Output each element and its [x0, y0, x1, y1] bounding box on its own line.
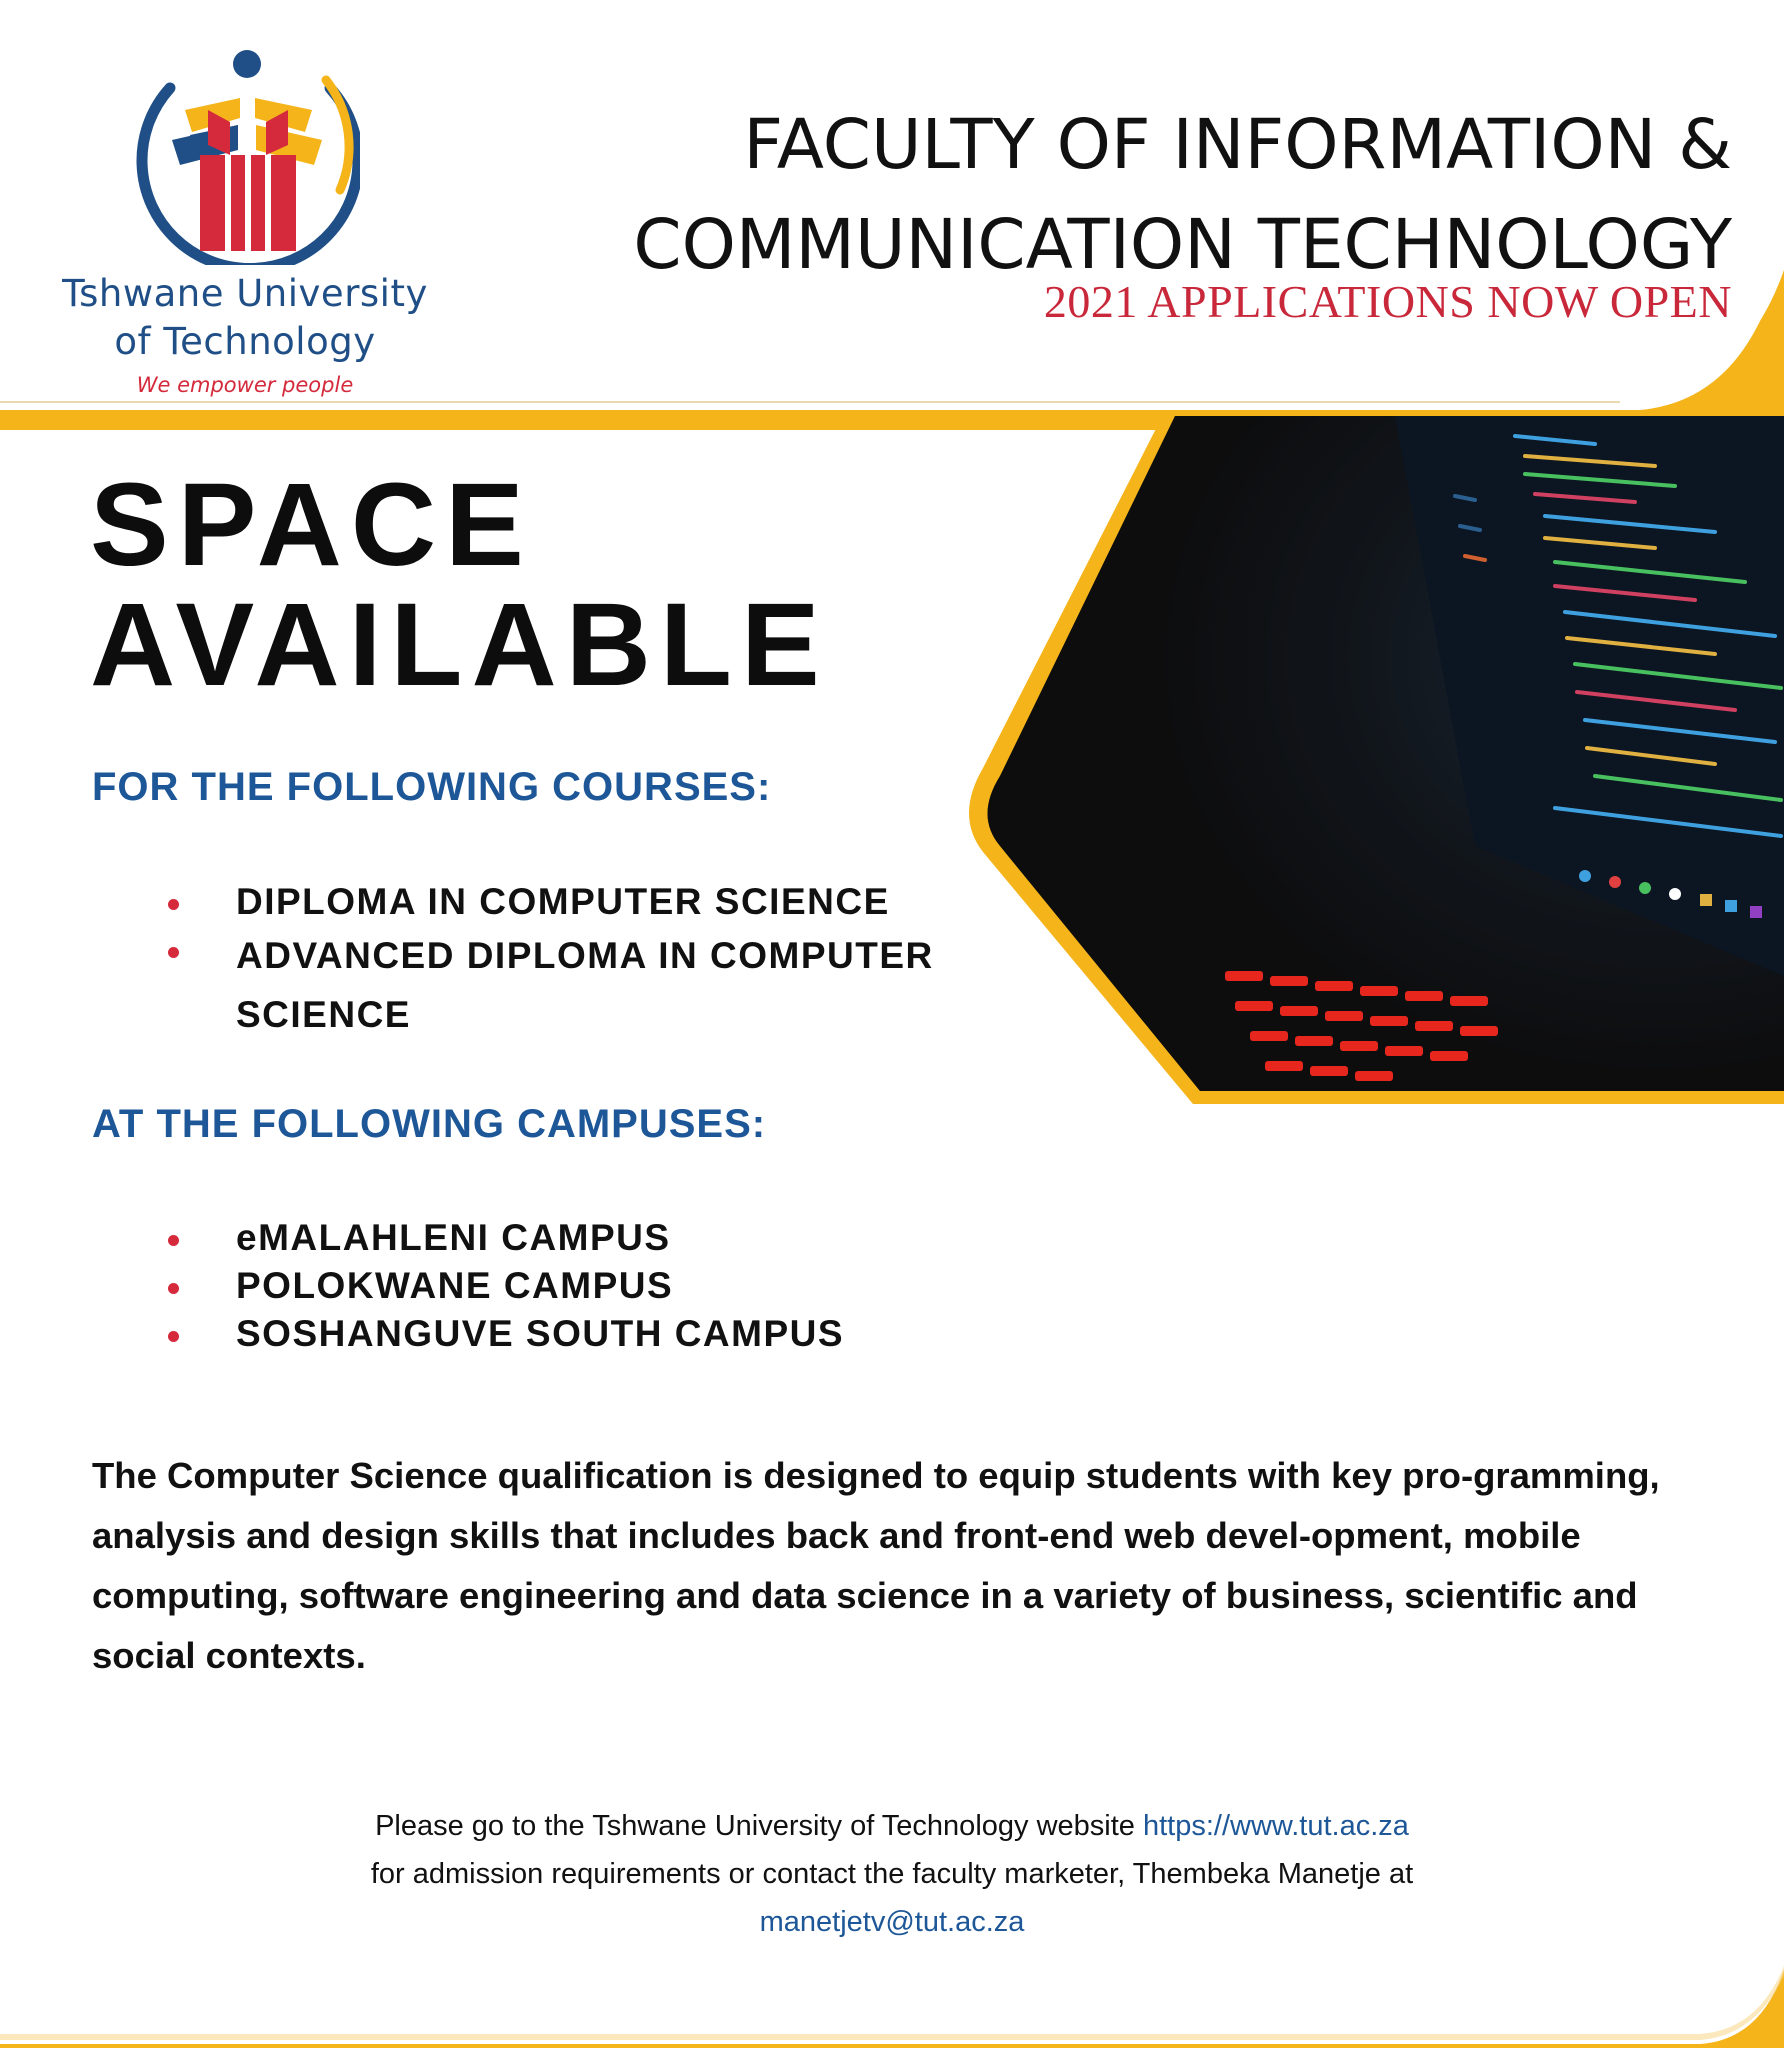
faculty-title-line-2: COMMUNICATION TECHNOLOGY [633, 205, 1732, 285]
university-name-line-1: Tshwane University [62, 272, 428, 315]
headline [90, 459, 829, 711]
qualification-description: The Computer Science qualification is designed to equip students with key pro-gramming, analysis and design skills that includes back and front-end web devel-opment, mobile computing, software engineering and data science in a variety of business, scientific and social contexts. [92, 1455, 1660, 1676]
tut-emblem-icon [130, 40, 360, 265]
campus-name: eMALAHLENI CAMPUS [236, 1217, 671, 1258]
list-item [160, 926, 1096, 1044]
campuses-heading: AT THE FOLLOWING CAMPUSES: [92, 1102, 767, 1146]
faculty-title [632, 95, 1732, 295]
bottom-swoosh-decoration [0, 1930, 1784, 2048]
bullet-icon [168, 1331, 179, 1342]
courses-list [160, 878, 1096, 1044]
faculty-title-line-1: FACULTY OF INFORMATION & [743, 105, 1732, 185]
bullet-icon [168, 1283, 179, 1294]
contact-info [0, 1802, 1784, 1946]
campus-name: SOSHANGUVE SOUTH CAMPUS [236, 1313, 845, 1354]
list-item [160, 1310, 1096, 1358]
university-name-line-2: of Technology [114, 320, 376, 363]
course-name-line-1: ADVANCED DIPLOMA IN COMPUTER [236, 935, 934, 976]
applications-open-banner: 2021 APPLICATIONS NOW OPEN [1043, 276, 1732, 327]
contact-text: Please go to the Tshwane University of Technology website [375, 1810, 1143, 1842]
course-name-line-2: SCIENCE [236, 994, 411, 1035]
list-item [160, 1214, 1096, 1262]
campuses-list [160, 1214, 1096, 1358]
headline-line-2: AVAILABLE [90, 579, 829, 711]
bullet-icon [168, 1235, 179, 1246]
bullet-icon [168, 899, 179, 910]
courses-heading: FOR THE FOLLOWING COURSES: [92, 765, 772, 809]
tut-logo [60, 40, 440, 410]
website-link[interactable]: https://www.tut.ac.za [1142, 1810, 1409, 1842]
poster-header [0, 0, 1784, 430]
university-motto: We empower people [136, 373, 354, 397]
campus-name: POLOKWANE CAMPUS [236, 1265, 674, 1306]
university-name [60, 270, 430, 366]
list-item [160, 1262, 1096, 1310]
email-link[interactable]: manetjetv@tut.ac.za [759, 1906, 1025, 1938]
list-item [160, 878, 1096, 926]
course-name: DIPLOMA IN COMPUTER SCIENCE [236, 881, 890, 922]
contact-line-1 [0, 1802, 1784, 1850]
bullet-icon [168, 947, 179, 958]
headline-line-1: SPACE [90, 459, 533, 591]
contact-line-2: for admission requirements or contact the faculty marketer, Thembeka Manetje at [370, 1858, 1414, 1890]
